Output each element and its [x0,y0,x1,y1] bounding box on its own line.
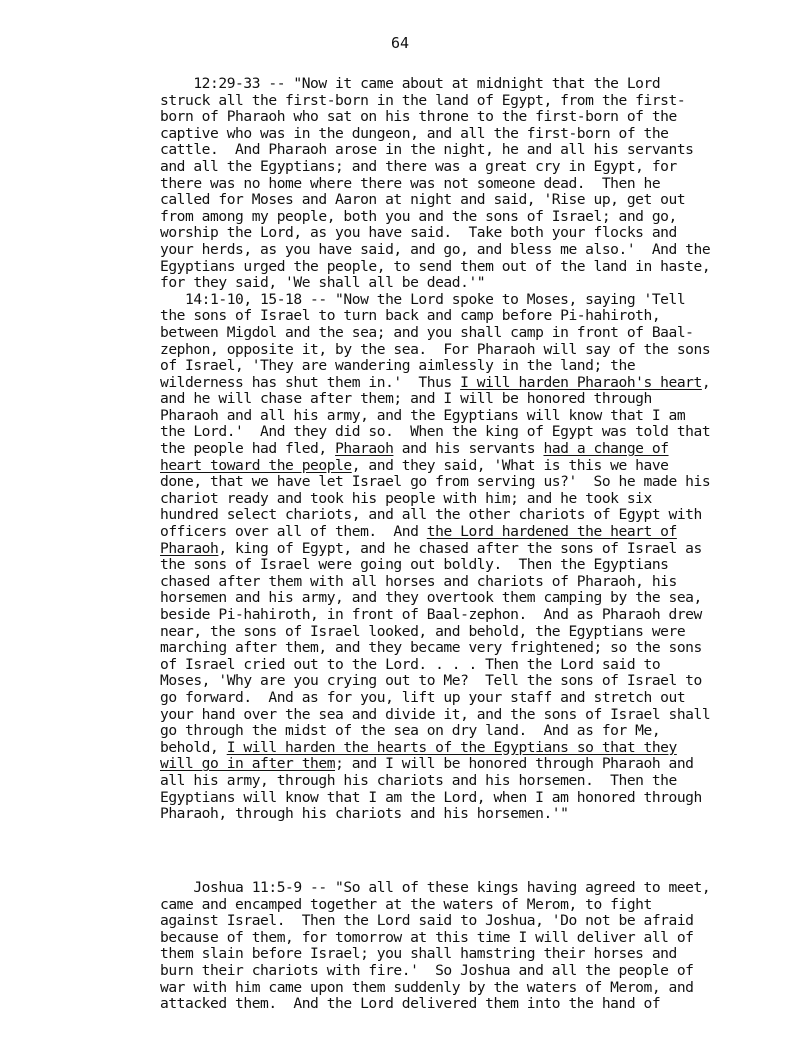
text-line [160,342,740,359]
text-line [160,159,740,176]
text-segment: zephon, opposite it, by the sea. For Pharaoh will say of the sons [160,340,711,358]
text-segment: beside Pi-hahiroth, in front of Baal-zephon. And as Pharaoh drew [160,606,702,623]
text-line [160,192,740,209]
underlined-phrase: I will harden the hearts of the Egyptians so that they [226,738,677,756]
text-line [160,142,740,159]
text-segment: officers over all of them. And [160,523,427,541]
text-line [160,557,740,574]
text-line [160,723,740,740]
body-text-joshua [160,880,740,1013]
text-segment: called for Moses and Aaron at night and said, 'Rise up, get out [160,191,686,209]
text-line [160,259,740,276]
text-segment: came and encamped together at the waters of Merom, to fight [160,895,652,913]
text-segment: done, that we have let Israel go from serving us?' So he made his [160,473,711,491]
text-line [160,624,740,641]
underlined-phrase: the Lord hardened the heart of [426,523,677,541]
text-line [160,458,740,475]
text-segment: and his servants [393,440,544,458]
text-segment: 12:29-33 -- "Now it came about at midnight that the Lord [160,75,661,92]
text-segment: wilderness has shut them in.' Thus [160,373,461,391]
text-line [160,375,740,392]
text-line [160,176,740,193]
text-line [160,657,740,674]
text-segment: captive who was in the dungeon, and all the first-born of the [160,124,669,142]
text-line [160,574,740,591]
text-line [160,325,740,342]
text-line [160,980,740,997]
underlined-phrase: I will harden Pharaoh's heart [460,373,702,391]
text-line [160,996,740,1013]
text-line [160,524,740,541]
text-segment: of Israel, 'They are wandering aimlessly in the land; the [160,357,636,375]
text-segment: go forward. And as for you, lift up your staff and stretch out [160,688,686,706]
text-segment: for they said, 'We shall all be dead.'" [160,274,486,292]
text-line [160,690,740,707]
text-segment: Egyptians will know that I am the Lord, when I am honored through [160,788,702,806]
text-segment: attacked them. And the Lord delivered them into the hand of [160,995,661,1013]
text-segment: chariot ready and took his people with him; and he took six [160,489,652,507]
text-line [160,491,740,508]
text-line [160,773,740,790]
text-segment: ; and I will be honored through Pharaoh and [335,755,694,773]
text-segment: of Israel cried out to the Lord. . . . Then the Lord said to [160,655,661,673]
text-segment: and all the Egyptians; and there was a great cry in Egypt, for [160,157,677,175]
text-segment: horsemen and his army, and they overtook them camping by the sea, [160,589,702,607]
text-segment: worship the Lord, as you have said. Take both your flocks and [160,224,677,242]
text-line [160,209,740,226]
text-segment: all his army, through his chariots and his horsemen. Then the [160,771,677,789]
text-line [160,740,740,757]
text-line [160,408,740,425]
text-segment: the sons of Israel to turn back and camp before Pi-hahiroth, [160,307,661,325]
text-line [160,607,740,624]
page-number: 64 [390,34,410,52]
text-line [160,76,740,93]
text-line [160,790,740,807]
text-line [160,946,740,963]
text-segment: them slain before Israel; you shall hamstring their horses and [160,945,677,963]
text-segment: Pharaoh and all his army, and the Egyptians will know that I am [160,406,686,424]
text-segment: the sons of Israel were going out boldly. Then the Egyptians [160,556,669,574]
text-segment: war with him came upon them suddenly by the waters of Merom, and [160,978,694,996]
text-segment: Joshua 11:5-9 -- "So all of these kings having agreed to meet, [160,879,711,896]
text-line [160,640,740,657]
text-segment: Moses, 'Why are you crying out to Me? Tell the sons of Israel to [160,672,702,690]
text-line [160,897,740,914]
underlined-phrase: will go in after them [160,755,336,773]
text-segment: the Lord.' And they did so. When the king of Egypt was told that [160,423,711,441]
text-segment: , king of Egypt, and he chased after the sons of Israel as [218,539,702,557]
text-segment: , [701,373,711,391]
text-segment: Pharaoh, through his chariots and his horsemen.'" [160,805,569,823]
text-segment: between Migdol and the sea; and you shall camp in front of Baal- [160,323,694,341]
underlined-phrase: had a change of [543,440,669,458]
text-segment: there was no home where there was not someone dead. Then he [160,174,661,192]
text-line [160,275,740,292]
text-segment: marching after them, and they became very frightened; so the sons [160,639,702,657]
text-line [160,292,740,309]
text-line [160,880,740,897]
text-segment: because of them, for tomorrow at this time I will deliver all of [160,928,694,946]
text-segment: hundred select chariots, and all the other chariots of Egypt with [160,506,702,524]
text-segment: Egyptians urged the people, to send them out of the land in haste, [160,257,711,275]
text-segment: behold, [160,738,227,756]
text-line [160,93,740,110]
text-line [160,474,740,491]
text-line [160,109,740,126]
text-segment: against Israel. Then the Lord said to Joshua, 'Do not be afraid [160,912,694,930]
text-segment: burn their chariots with fire.' So Joshua and all the people of [160,961,694,979]
text-line [160,913,740,930]
underlined-phrase: heart toward the people [160,456,352,474]
underlined-phrase: Pharaoh [335,440,394,458]
text-line [160,358,740,375]
text-segment: 14:1-10, 15-18 -- "Now the Lord spoke to Moses, saying 'Tell [160,290,686,308]
text-line [160,930,740,947]
text-line [160,424,740,441]
text-line [160,391,740,408]
text-line [160,756,740,773]
text-segment: from among my people, both you and the sons of Israel; and go, [160,207,677,225]
text-segment: struck all the first-born in the land of Egypt, from the first- [160,91,686,109]
text-line [160,673,740,690]
text-segment: near, the sons of Israel looked, and behold, the Egyptians were [160,622,686,640]
text-line [160,806,740,823]
text-line [160,441,740,458]
text-line [160,590,740,607]
text-line [160,707,740,724]
text-line [160,242,740,259]
text-segment: your herds, as you have said, and go, and bless me also.' And the [160,240,711,258]
body-text-exodus [160,76,740,823]
text-segment: the people had fled, [160,440,336,458]
text-line [160,541,740,558]
text-line [160,507,740,524]
underlined-phrase: Pharaoh [160,539,219,557]
text-segment: chased after them with all horses and chariots of Pharaoh, his [160,572,677,590]
text-segment: , and they said, 'What is this we have [351,456,669,474]
text-segment: cattle. And Pharaoh arose in the night, he and all his servants [160,141,694,159]
text-segment: born of Pharaoh who sat on his throne to the first-born of the [160,108,677,126]
text-segment: and he will chase after them; and I will be honored through [160,390,652,408]
text-line [160,308,740,325]
text-line [160,225,740,242]
text-segment: your hand over the sea and divide it, and the sons of Israel shall [160,705,711,723]
text-line [160,126,740,143]
text-line [160,963,740,980]
text-segment: go through the midst of the sea on dry land. And as for Me, [160,722,661,740]
